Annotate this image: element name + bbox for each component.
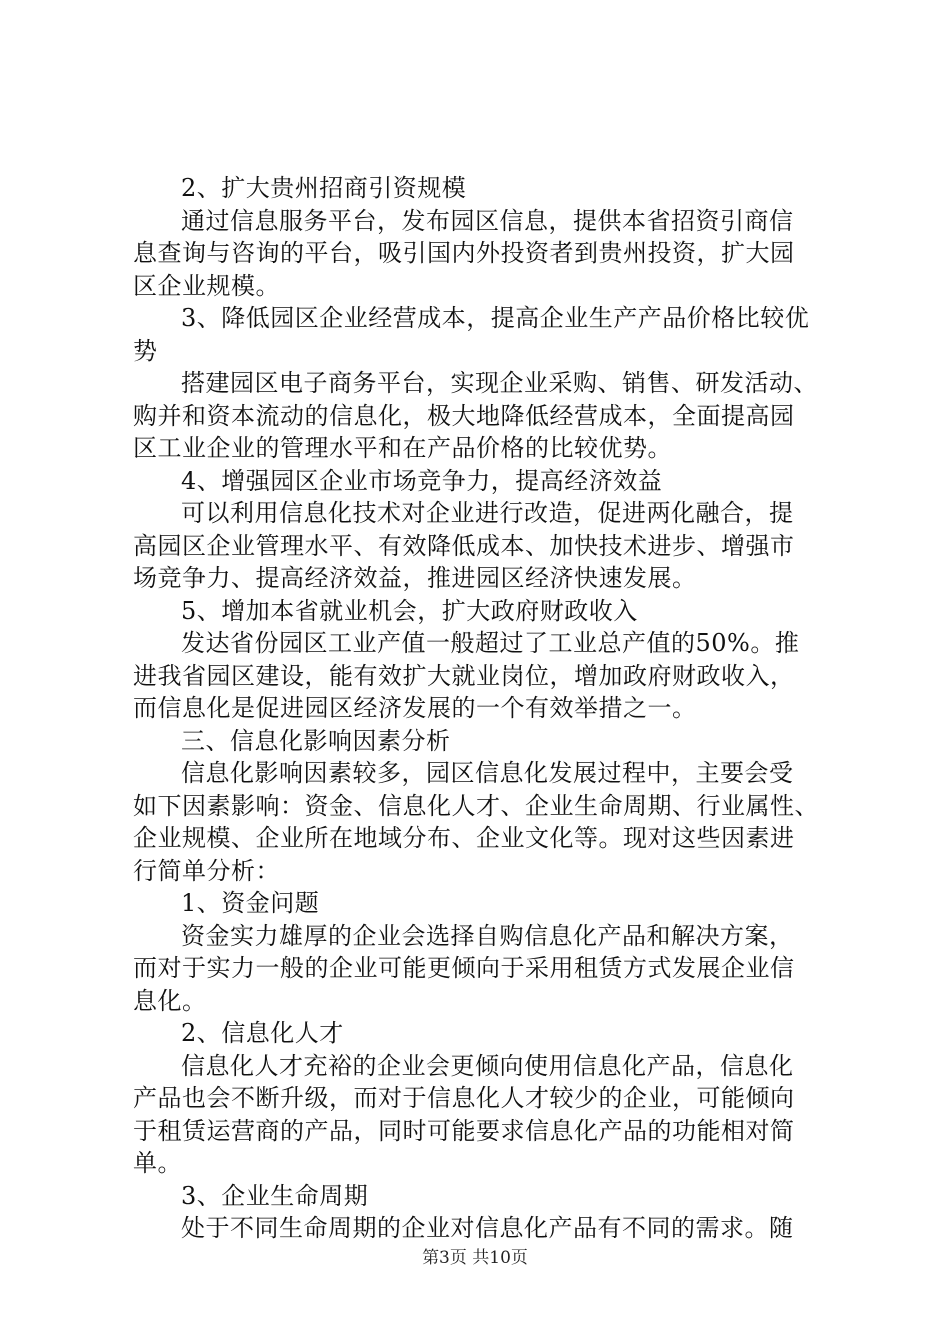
text-line: 通过信息服务平台，发布园区信息，提供本省招资引商信: [181, 206, 794, 235]
text-line: 如下因素影响：资金、信息化人才、企业生命周期、行业属性、: [133, 791, 819, 820]
text-line: 4、增强园区企业市场竞争力，提高经济效益: [181, 466, 663, 495]
text-line: 而信息化是促进园区经济发展的一个有效举措之一。: [133, 694, 697, 722]
text-line: 信息化影响因素较多，园区信息化发展过程中，主要会受: [181, 759, 794, 787]
text-line: 资金实力雄厚的企业会选择自购信息化产品和解决方案，: [181, 921, 794, 950]
page-footer: 第3页 共10页: [422, 1248, 528, 1268]
text-line: 高园区企业管理水平、有效降低成本、加快技术进步、增强市: [133, 531, 795, 560]
text-line: 行简单分析：: [133, 856, 280, 885]
text-line: 而对于实力一般的企业可能更倾向于采用租赁方式发展企业信: [133, 954, 795, 982]
text-line: 进我省园区建设，能有效扩大就业岗位，增加政府财政收入，: [133, 661, 795, 690]
text-line: 单。: [133, 1149, 182, 1177]
text-line: 5、增加本省就业机会，扩大政府财政收入: [181, 596, 638, 625]
text-line: 3、企业生命周期: [181, 1181, 369, 1210]
text-line: 2、扩大贵州招商引资规模: [181, 174, 467, 202]
text-line: 2、信息化人才: [181, 1019, 344, 1047]
text-line: 企业规模、企业所在地域分布、企业文化等。现对这些因素进: [133, 824, 795, 852]
text-line: 处于不同生命周期的企业对信息化产品有不同的需求。随: [181, 1214, 794, 1242]
text-line: 场竞争力、提高经济效益，推进园区经济快速发展。: [133, 564, 697, 592]
text-line: 可以利用信息化技术对企业进行改造，促进两化融合，提: [181, 499, 794, 527]
text-line: 发达省份园区工业产值一般超过了工业总产值的50%。推: [181, 629, 800, 657]
text-line: 信息化人才充裕的企业会更倾向使用信息化产品，信息化: [181, 1051, 794, 1080]
text-line: 势: [133, 336, 158, 365]
text-line: 搭建园区电子商务平台，实现企业采购、销售、研发活动、: [181, 369, 818, 397]
text-line: 3、降低园区企业经营成本，提高企业生产产品价格比较优: [181, 304, 810, 332]
text-line: 区工业企业的管理水平和在产品价格的比较优势。: [133, 434, 672, 462]
text-line: 区企业规模。: [133, 271, 280, 300]
text-line: 息化。: [133, 986, 207, 1015]
text-line: 三、信息化影响因素分析: [181, 726, 451, 755]
text-line: 产品也会不断升级，而对于信息化人才较少的企业，可能倾向: [133, 1084, 795, 1112]
document-body: [133, 172, 838, 1245]
text-line: 于租赁运营商的产品，同时可能要求信息化产品的功能相对简: [133, 1116, 795, 1145]
text-line: 息查询与咨询的平台，吸引国内外投资者到贵州投资，扩大园: [133, 239, 795, 267]
text-line: 购并和资本流动的信息化，极大地降低经营成本，全面提高园: [133, 401, 795, 430]
text-line: 1、资金问题: [181, 889, 320, 917]
